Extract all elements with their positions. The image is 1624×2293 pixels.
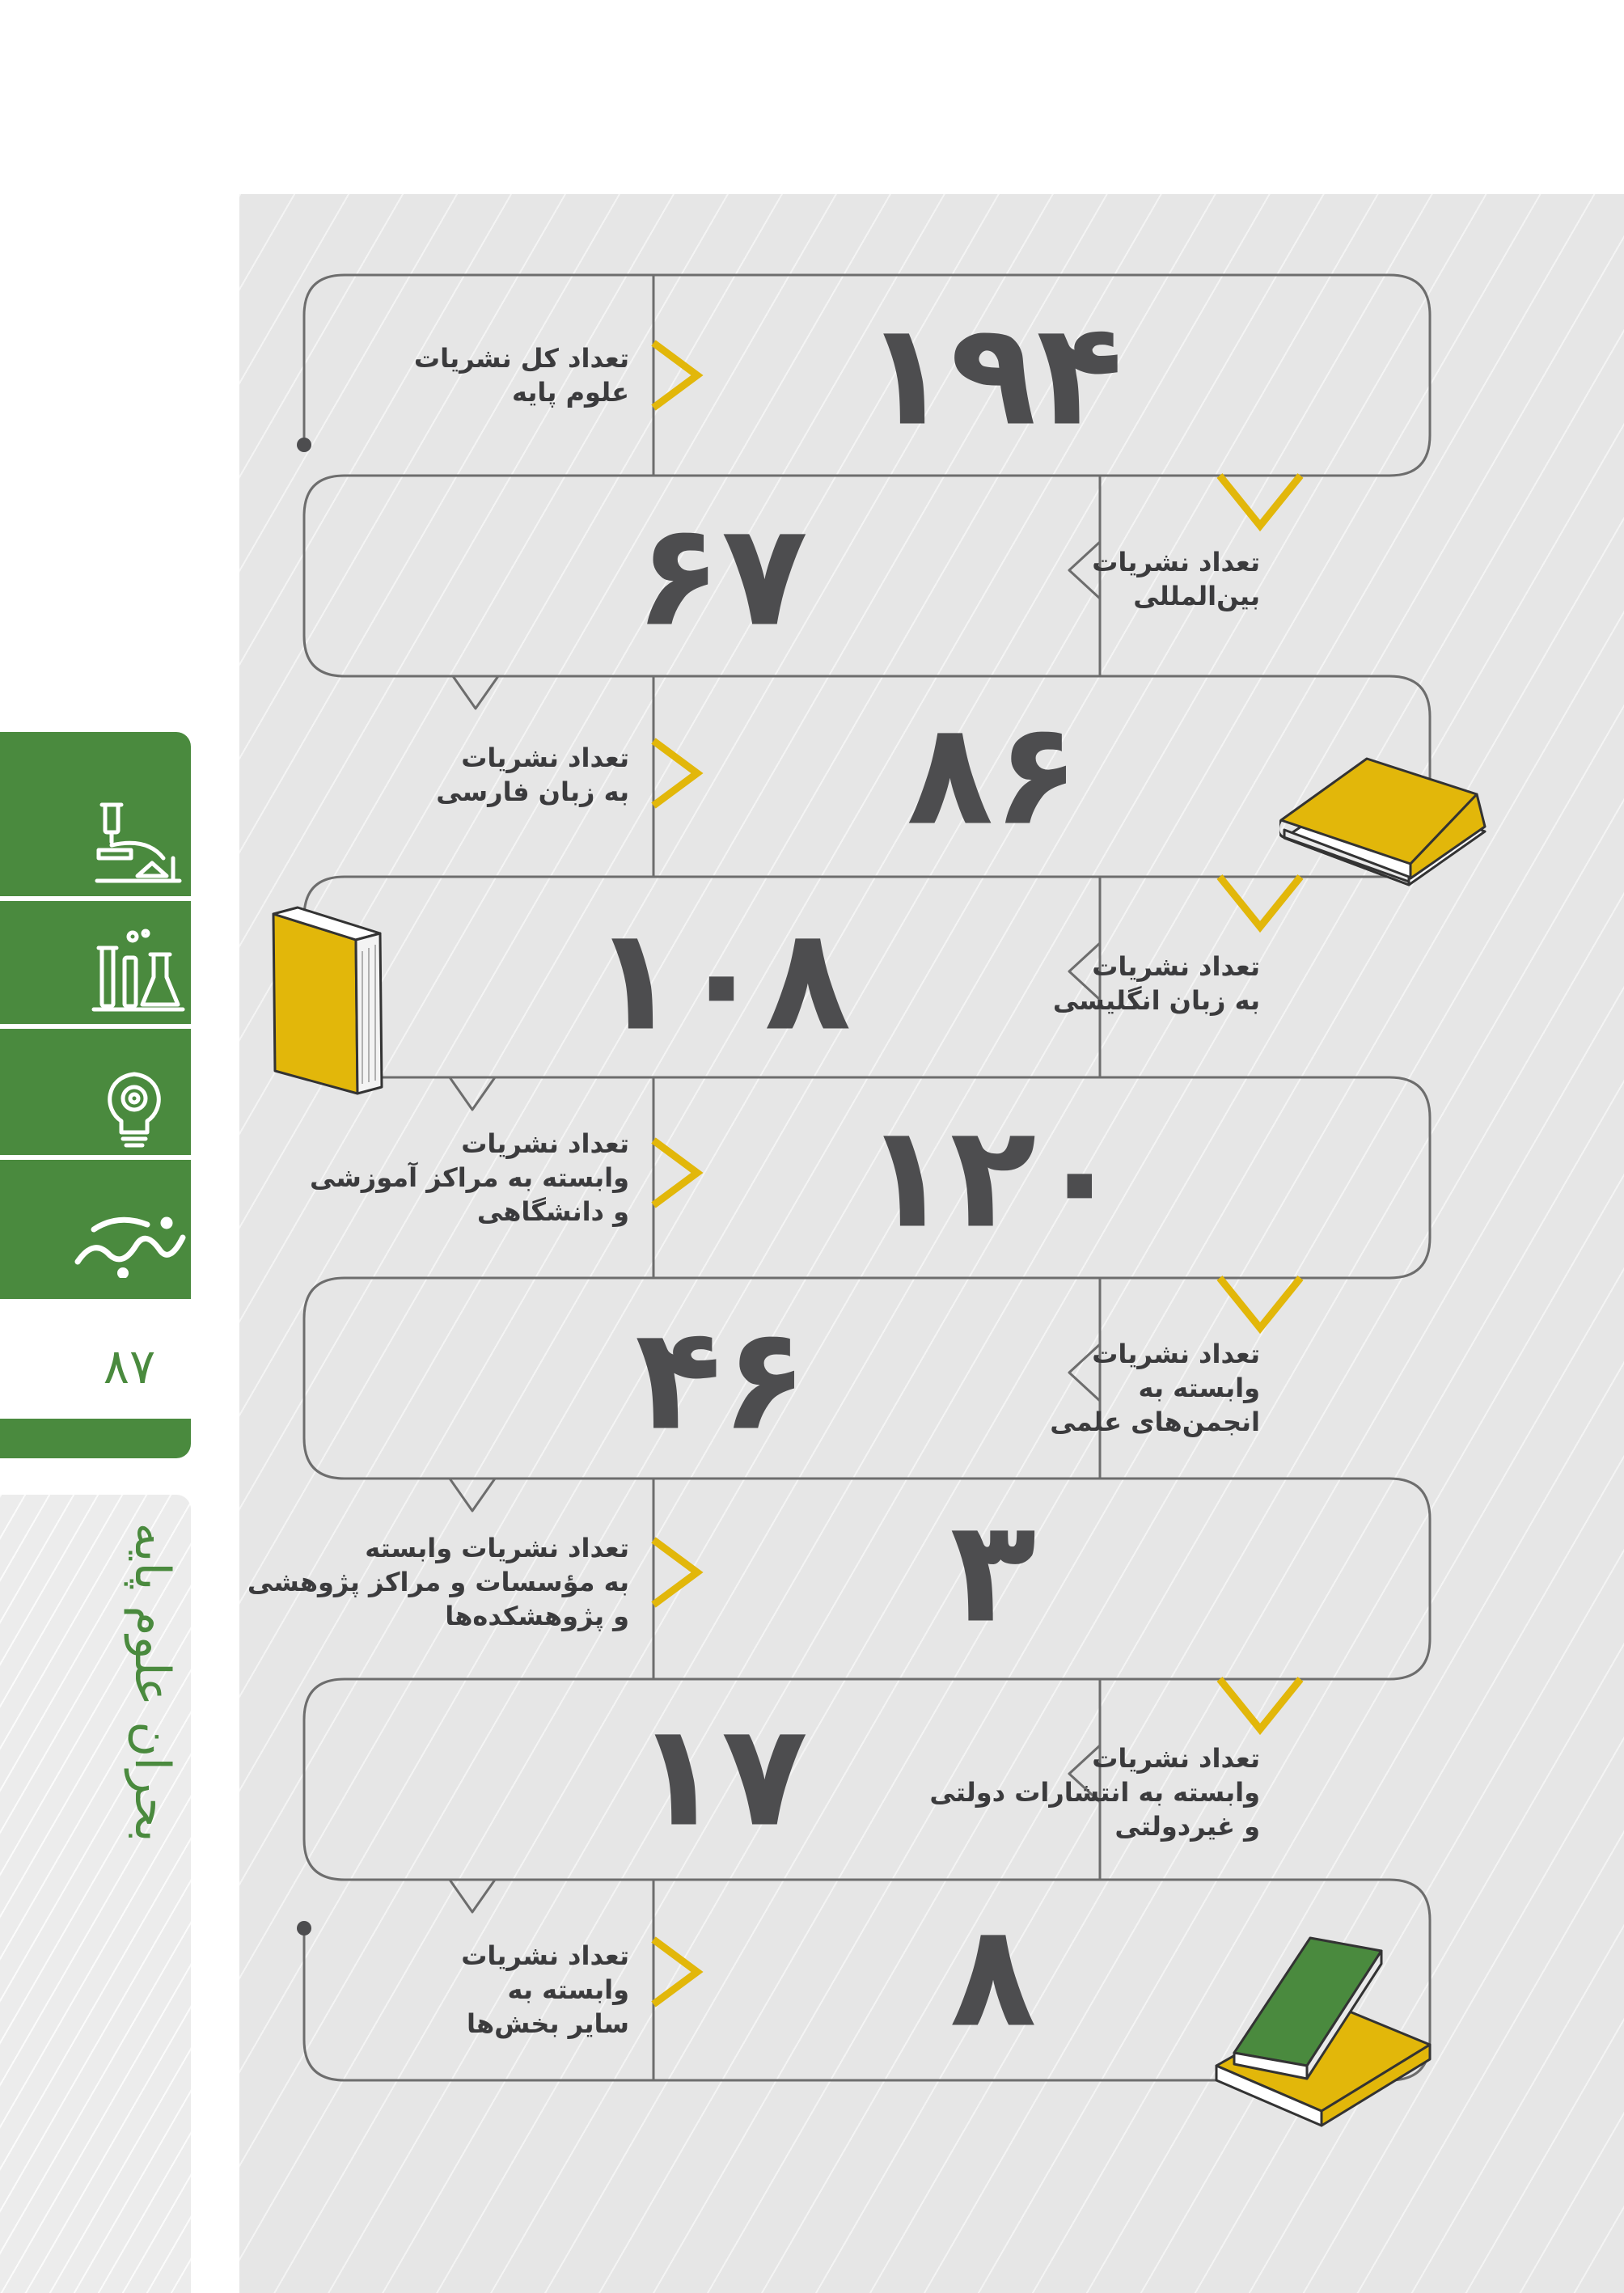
page-number: ۸۷ <box>103 1339 156 1395</box>
book-icon <box>267 903 388 1102</box>
chapter-title: بحران علوم پایه <box>124 1522 180 1842</box>
stat-value: ۶۷ <box>635 493 808 658</box>
stat-label: تعداد نشریات به زبان انگلیسی <box>1052 951 1260 1016</box>
stat-value: ۴۶ <box>635 1297 808 1462</box>
stat-value: ۸ <box>949 1894 1037 2059</box>
book-icon <box>1279 742 1490 896</box>
stat-label: تعداد نشریات وابسته به انجمن‌های علمی <box>1050 1339 1260 1437</box>
stat-label: تعداد نشریات وابسته به مراکز آموزشی و دانشگاهی <box>309 1128 629 1227</box>
stat-value: ۱۰۸ <box>591 898 852 1063</box>
stat-label: تعداد نشریات وابسته به مؤسسات و مراکز پژوهشی و پژوهشکده‌ها <box>247 1533 629 1631</box>
stat-label: تعداد نشریات وابسته به انتشارات دولتی و غیردولتی <box>929 1743 1260 1842</box>
stat-value: ۳ <box>949 1490 1037 1655</box>
stat-label: تعداد نشریات به زبان فارسی <box>436 742 629 807</box>
books-stack-icon <box>1210 1931 1438 2134</box>
stat-label: تعداد کل نشریات علوم پایه <box>413 343 629 408</box>
stat-value: ۱۷ <box>635 1694 808 1859</box>
stat-label: تعداد نشریات وابسته به سایر بخش‌ها <box>461 1940 629 2039</box>
stat-label: تعداد نشریات بین‌المللی <box>1092 547 1260 611</box>
stat-value: ۸۶ <box>907 692 1080 857</box>
stat-value: ۱۹۴ <box>863 293 1123 458</box>
stat-value: ۱۲۰ <box>863 1095 1123 1260</box>
